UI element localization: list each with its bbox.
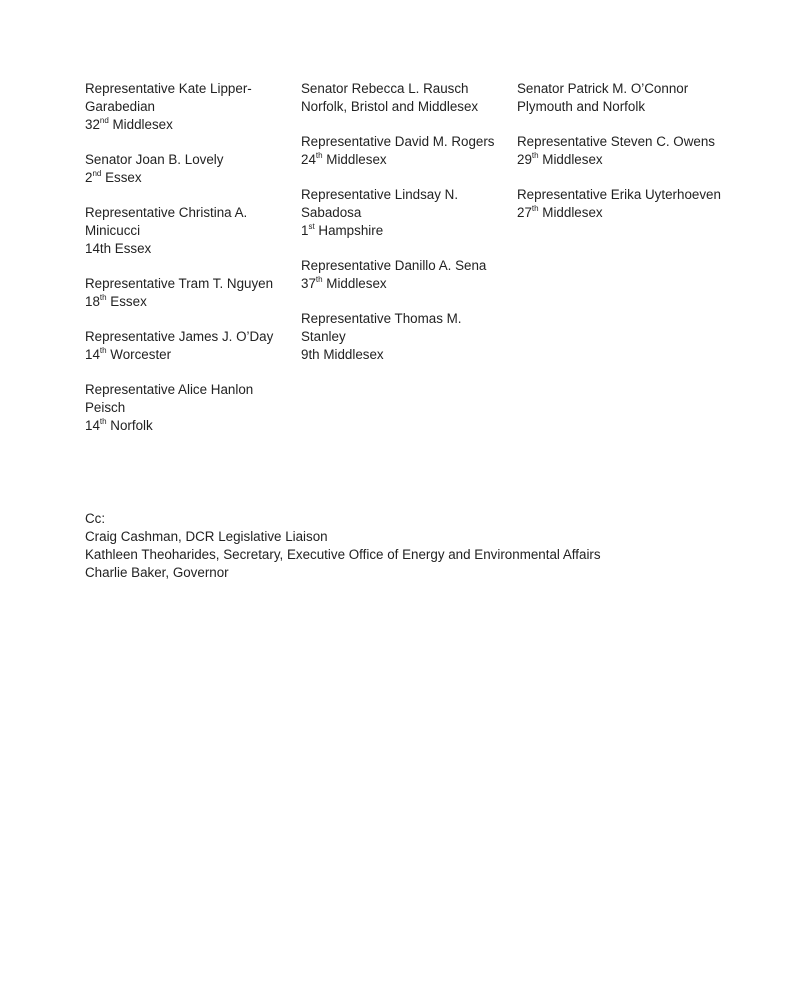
district-number: 14 bbox=[85, 418, 100, 433]
district-name: Middlesex bbox=[538, 205, 603, 220]
cc-label: Cc: bbox=[85, 511, 106, 526]
signatory-entry bbox=[301, 186, 506, 240]
district-number: 29 bbox=[517, 152, 532, 167]
signatory-district bbox=[85, 346, 290, 364]
signatory-name: Representative Christina A. Minicucci bbox=[85, 205, 248, 238]
district-ordinal-suffix: th bbox=[531, 203, 539, 213]
signatory-entry bbox=[517, 186, 722, 222]
district-ordinal-suffix: th bbox=[99, 416, 107, 426]
signatory-district bbox=[85, 240, 290, 258]
signatories-column-3 bbox=[517, 80, 722, 239]
district-ordinal-suffix: th bbox=[315, 274, 323, 284]
cc-recipient: Kathleen Theoharides, Secretary, Executive Office of Energy and Environmental Affairs bbox=[85, 547, 601, 562]
signatory-district bbox=[301, 275, 506, 293]
district-name: Middlesex bbox=[322, 276, 387, 291]
signatory-name: Representative Thomas M. Stanley bbox=[301, 311, 462, 344]
district-name: Norfolk bbox=[106, 418, 153, 433]
district-number: 14th Essex bbox=[85, 241, 152, 256]
signatory-name: Senator Rebecca L. Rausch bbox=[301, 81, 469, 96]
district-ordinal-suffix: th bbox=[99, 292, 107, 302]
district-ordinal-suffix: nd bbox=[99, 115, 109, 125]
signatory-district bbox=[517, 204, 722, 222]
signatory-entry bbox=[301, 257, 506, 293]
district-number: 27 bbox=[517, 205, 532, 220]
signatory-district bbox=[301, 98, 506, 116]
signatory-district bbox=[517, 151, 722, 169]
signatory-entry bbox=[85, 328, 290, 364]
signatory-name: Representative David M. Rogers bbox=[301, 134, 495, 149]
cc-recipient: Charlie Baker, Governor bbox=[85, 565, 229, 580]
district-number: 32 bbox=[85, 117, 100, 132]
signatory-entry bbox=[85, 275, 290, 311]
signatory-district bbox=[301, 346, 506, 364]
district-name: Essex bbox=[101, 170, 142, 185]
district-name: Worcester bbox=[106, 347, 172, 362]
signatory-entry bbox=[517, 80, 722, 116]
signatory-entry bbox=[301, 133, 506, 169]
signatory-entry bbox=[85, 381, 290, 435]
signatory-entry bbox=[517, 133, 722, 169]
district-name: Essex bbox=[106, 294, 147, 309]
signatory-name: Representative Steven C. Owens bbox=[517, 134, 715, 149]
district-name: Middlesex bbox=[108, 117, 173, 132]
district-number: Plymouth and Norfolk bbox=[517, 99, 646, 114]
district-number: 18 bbox=[85, 294, 100, 309]
district-number: 9th Middlesex bbox=[301, 347, 384, 362]
signatory-name: Senator Patrick M. O’Connor bbox=[517, 81, 689, 96]
district-name: Middlesex bbox=[322, 152, 387, 167]
district-ordinal-suffix: th bbox=[531, 150, 539, 160]
signatory-district bbox=[85, 417, 290, 435]
district-number: 2 bbox=[85, 170, 93, 185]
cc-recipient: Craig Cashman, DCR Legislative Liaison bbox=[85, 529, 328, 544]
signatory-entry bbox=[85, 204, 290, 258]
district-ordinal-suffix: nd bbox=[92, 168, 102, 178]
signatory-entry bbox=[85, 80, 290, 134]
signatory-name: Representative Alice Hanlon Peisch bbox=[85, 382, 254, 415]
district-name: Middlesex bbox=[538, 152, 603, 167]
district-number: Norfolk, Bristol and Middlesex bbox=[301, 99, 479, 114]
signatory-district bbox=[301, 222, 506, 240]
district-number: 37 bbox=[301, 276, 316, 291]
signatory-district bbox=[85, 116, 290, 134]
district-ordinal-suffix: th bbox=[315, 150, 323, 160]
signatory-name: Representative Lindsay N. Sabadosa bbox=[301, 187, 459, 220]
signatory-name: Representative Tram T. Nguyen bbox=[85, 276, 274, 291]
signatories-column-1 bbox=[85, 80, 290, 452]
district-name: Hampshire bbox=[314, 223, 384, 238]
district-ordinal-suffix: st bbox=[308, 221, 315, 231]
signatory-name: Representative James J. O’Day bbox=[85, 329, 274, 344]
signatory-district bbox=[85, 293, 290, 311]
signatory-name: Representative Danillo A. Sena bbox=[301, 258, 487, 273]
district-number: 24 bbox=[301, 152, 316, 167]
signatory-district bbox=[301, 151, 506, 169]
district-number: 1 bbox=[301, 223, 309, 238]
signatory-name: Representative Kate Lipper-Garabedian bbox=[85, 81, 252, 114]
signatories-column-2 bbox=[301, 80, 506, 381]
signatory-entry bbox=[85, 151, 290, 187]
district-number: 14 bbox=[85, 347, 100, 362]
signatory-entry bbox=[301, 310, 506, 364]
district-ordinal-suffix: th bbox=[99, 345, 107, 355]
signatory-district bbox=[85, 169, 290, 187]
cc-block bbox=[85, 510, 725, 582]
signatory-name: Representative Erika Uyterhoeven bbox=[517, 187, 721, 202]
signatory-name: Senator Joan B. Lovely bbox=[85, 152, 224, 167]
signatory-district bbox=[517, 98, 722, 116]
signatory-entry bbox=[301, 80, 506, 116]
